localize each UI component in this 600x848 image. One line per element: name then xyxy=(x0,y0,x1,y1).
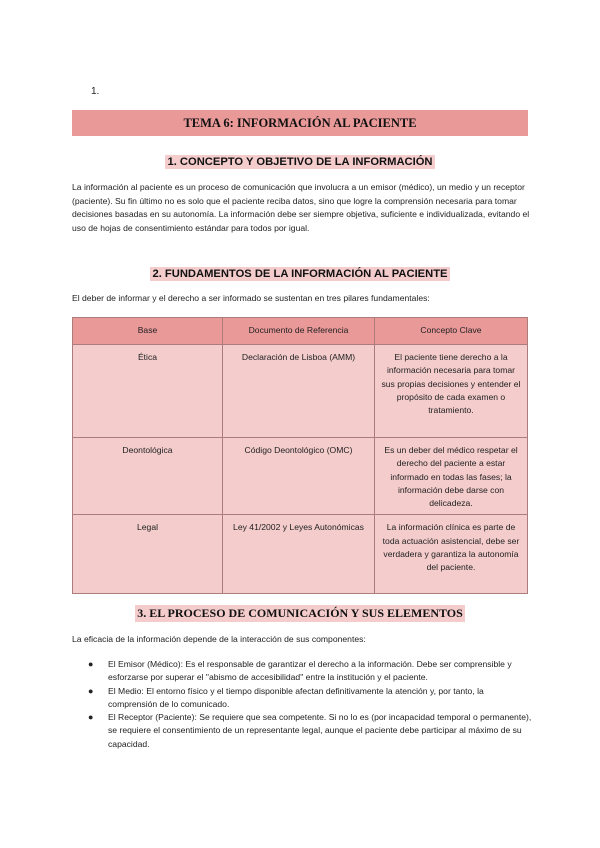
table-header-row xyxy=(73,318,528,345)
list-item xyxy=(72,685,532,712)
table-header-document: Documento de Referencia xyxy=(223,318,375,345)
pillars-table xyxy=(72,317,528,594)
table-cell-concept: El paciente tiene derecho a la información necesaria para tomar sus propias decisiones y entender el propósito de cada examen o tratamiento. xyxy=(375,345,528,438)
section1-paragraph: La información al paciente es un proceso de comunicación que involucra a un emisor (médico), un medio y un receptor (paciente). Su fin último no es solo que el paciente reciba datos, sino que logre la comprensión necesaria para tomar decisiones basadas en su autonomía. La información debe ser siempre objetiva, suficiente e individualizada, evitando el uso de hojas de consentimiento estándar para todos por igual. xyxy=(72,182,530,233)
table-row xyxy=(73,438,528,515)
section2-intro: El deber de informar y el derecho a ser informado se sustentan en tres pilares fundamentales: xyxy=(72,293,430,303)
communication-elements-list xyxy=(72,658,532,751)
list-number: 1. xyxy=(91,86,100,97)
section3-heading: 3. EL PROCESO DE COMUNICACIÓN Y SUS ELEMENTOS xyxy=(137,606,463,620)
bullet-icon: ● xyxy=(88,659,94,669)
list-item-text: El Emisor (Médico): Es el responsable de garantizar el derecho a la información. Debe ser comprensible y esforzarse por superar el "abismo de accesibilidad" entre la institución y el paciente. xyxy=(108,659,512,683)
table-cell-base: Deontológica xyxy=(73,438,223,515)
list-item-text: El Receptor (Paciente): Se requiere que sea competente. Si no lo es (por incapacidad temporal o permanente), se requiere el consentimiento de un representante legal, aunque el paciente debe participar al máximo de su capacidad. xyxy=(108,712,532,749)
table-cell-document: Declaración de Lisboa (AMM) xyxy=(223,345,375,438)
section2-heading-wrap xyxy=(0,264,600,282)
list-item-text: El Medio: El entorno físico y el tiempo disponible afectan definitivamente la atención y, por tanto, la comprensión de lo comunicado. xyxy=(108,685,484,709)
section1-heading: 1. CONCEPTO Y OBJETIVO DE LA INFORMACIÓN xyxy=(167,156,433,168)
table-cell-concept: Es un deber del médico respetar el derecho del paciente a estar informado en todas las fases; la información debe darse con delicadeza. xyxy=(375,438,528,515)
list-item xyxy=(72,658,532,685)
table-row xyxy=(73,345,528,438)
section3-heading-wrap xyxy=(0,604,600,622)
section2-heading: 2. FUNDAMENTOS DE LA INFORMACIÓN AL PACIENTE xyxy=(152,268,448,280)
table-header-concept: Concepto Clave xyxy=(375,318,528,345)
page-title: TEMA 6: INFORMACIÓN AL PACIENTE xyxy=(183,115,417,130)
list-item xyxy=(72,711,532,751)
table-cell-base: Legal xyxy=(73,515,223,594)
section1-heading-wrap xyxy=(0,152,600,170)
title-banner xyxy=(72,110,528,136)
table-cell-document: Ley 41/2002 y Leyes Autonómicas xyxy=(223,515,375,594)
table-row xyxy=(73,515,528,594)
bullet-icon: ● xyxy=(88,712,94,723)
table-header-base: Base xyxy=(73,318,223,345)
table-cell-document: Código Deontológico (OMC) xyxy=(223,438,375,515)
bullet-icon: ● xyxy=(88,685,94,696)
table-cell-base: Ética xyxy=(73,345,223,438)
table-cell-concept: La información clínica es parte de toda actuación asistencial, debe ser verdadera y garantiza la autonomía del paciente. xyxy=(375,515,528,594)
section3-intro: La eficacia de la información depende de la interacción de sus componentes: xyxy=(72,634,366,644)
